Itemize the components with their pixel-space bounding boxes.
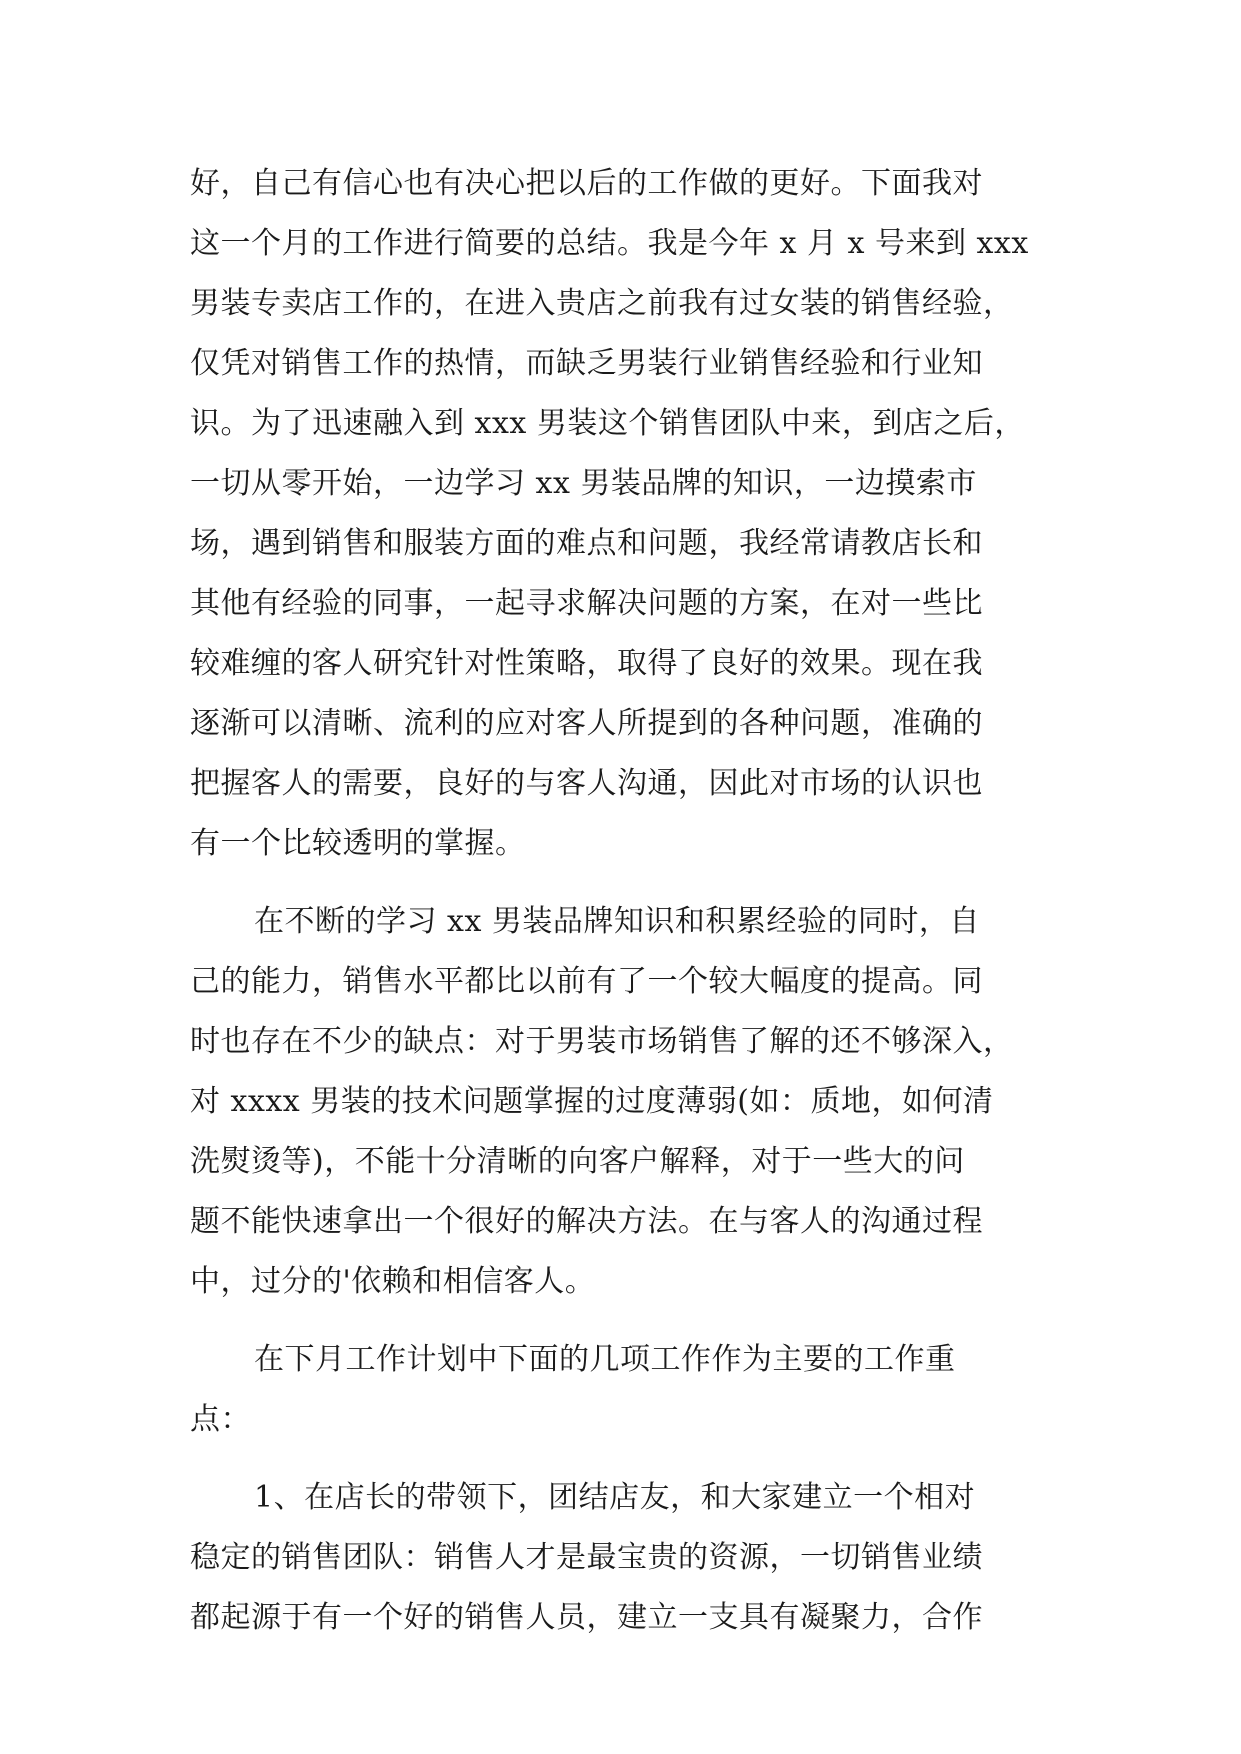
paragraph-gap	[190, 874, 1050, 892]
text-line: 时也存在不少的缺点：对于男装市场销售了解的还不够深入，	[190, 1024, 1014, 1059]
text-line: 都起源于有一个好的销售人员，建立一支具有凝聚力，合作	[190, 1600, 983, 1635]
paragraph-1	[190, 154, 1050, 874]
text-line: 中，过分的'依赖和相信客人。	[190, 1264, 596, 1299]
paragraph-4	[190, 1468, 1050, 1648]
text-line: 其他有经验的同事，一起寻求解决问题的方案，在对一些比	[190, 586, 983, 621]
text-line: 男装专卖店工作的，在进入贵店之前我有过女装的销售经验，	[190, 286, 1014, 321]
paragraph-gap	[190, 1312, 1050, 1330]
paragraph-2	[190, 892, 1050, 1312]
text-line: 对 xxxx 男装的技术问题掌握的过度薄弱(如：质地，如何清	[190, 1084, 994, 1119]
document-body	[190, 154, 1050, 1648]
text-line: 仅凭对销售工作的热情，而缺乏男装行业销售经验和行业知	[190, 346, 983, 381]
text-line: 有一个比较透明的掌握。	[190, 826, 526, 861]
text-line: 一切从零开始，一边学习 xx 男装品牌的知识，一边摸索市	[190, 466, 977, 501]
text-line: 好，自己有信心也有决心把以后的工作做的更好。下面我对	[190, 166, 983, 201]
text-line: 这一个月的工作进行简要的总结。我是今年 x 月 x 号来到 xxx	[190, 226, 1029, 261]
paragraph-3	[190, 1330, 1050, 1450]
text-line: 己的能力，销售水平都比以前有了一个较大幅度的提高。同	[190, 964, 983, 999]
text-line: 识。为了迅速融入到 xxx 男装这个销售团队中来，到店之后，	[190, 406, 1025, 441]
text-line: 把握客人的需要，良好的与客人沟通，因此对市场的认识也	[190, 766, 983, 801]
text-line: 稳定的销售团队：销售人才是最宝贵的资源，一切销售业绩	[190, 1540, 983, 1575]
text-line: 点：	[190, 1402, 251, 1437]
text-line-first: 在下月工作计划中下面的几项工作作为主要的工作重	[254, 1342, 956, 1377]
text-line: 逐渐可以清晰、流利的应对客人所提到的各种问题，准确的	[190, 706, 983, 741]
text-line: 场，遇到销售和服装方面的难点和问题，我经常请教店长和	[190, 526, 983, 561]
text-line: 较难缠的客人研究针对性策略，取得了良好的效果。现在我	[190, 646, 983, 681]
text-line: 洗熨烫等)，不能十分清晰的向客户解释，对于一些大的问	[190, 1144, 965, 1179]
text-line-first: 1、在店长的带领下，团结店友，和大家建立一个相对	[254, 1480, 976, 1515]
paragraph-gap	[190, 1450, 1050, 1468]
text-line-first: 在不断的学习 xx 男装品牌知识和积累经验的同时，自	[254, 904, 980, 939]
text-line: 题不能快速拿出一个很好的解决方法。在与客人的沟通过程	[190, 1204, 983, 1239]
